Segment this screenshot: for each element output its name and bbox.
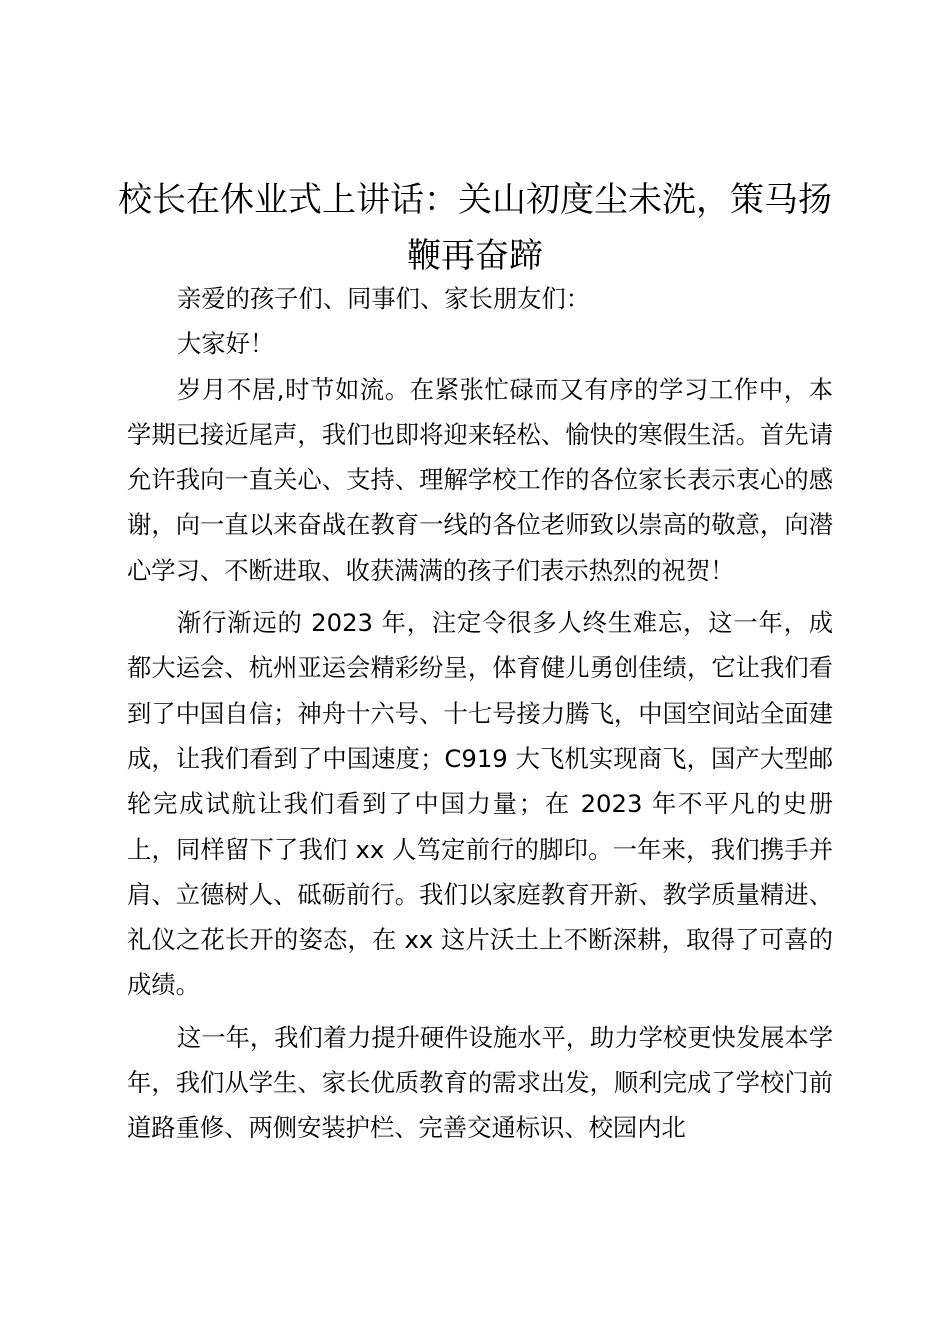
document-body — [127, 276, 833, 1151]
document-title: 校长在休业式上讲话：关山初度尘未洗，策马扬鞭再奋蹄 — [118, 180, 832, 276]
body-paragraph: 这一年，我们着力提升硬件设施水平，助力学校更快发展本学年，我们从学生、家长优质教育的需求出发，顺利完成了学校门前道路重修、两侧安装护栏、完善交通标识、校园内北 — [127, 1022, 834, 1143]
salutation-paragraph: 亲爱的孩子们、同事们、家长朋友们： — [177, 284, 591, 313]
body-paragraph: 岁月不居,时节如流。在紧张忙碌而又有序的学习工作中，本学期已接近尾声，我们也即将迎来轻松、愉快的寒假生活。首先请允许我向一直关心、支持、理解学校工作的各位家长表示衷心的感谢，向一直以来奋战在教育一线的各位老师致以崇高的敬意，向潜心学习、不断进取、收获满满的孩子们表示热烈的祝贺！ — [127, 374, 833, 585]
body-paragraph: 渐行渐远的 2023 年，注定令很多人终生难忘，这一年，成都大运会、杭州亚运会精彩纷呈，体育健儿勇创佳绩，它让我们看到了中国自信；神舟十六号、十七号接力腾飞，中国空间站全面建成，让我们看到了中国速度；C919 大飞机实现商飞，国产大型邮轮完成试航让我们看到了中国力量；在 2023 年不平凡的史册上，同样留下了我们 xx 人笃定前行的脚印。一年来，我们携手并肩、立德树人、砥砺前行。我们以家庭教育开新、教学质量精进、礼仪之花长开的姿态，在 xx 这片沃土上不断深耕，取得了可喜的成绩。 — [127, 608, 833, 1000]
greeting-paragraph: 大家好！ — [177, 329, 275, 359]
